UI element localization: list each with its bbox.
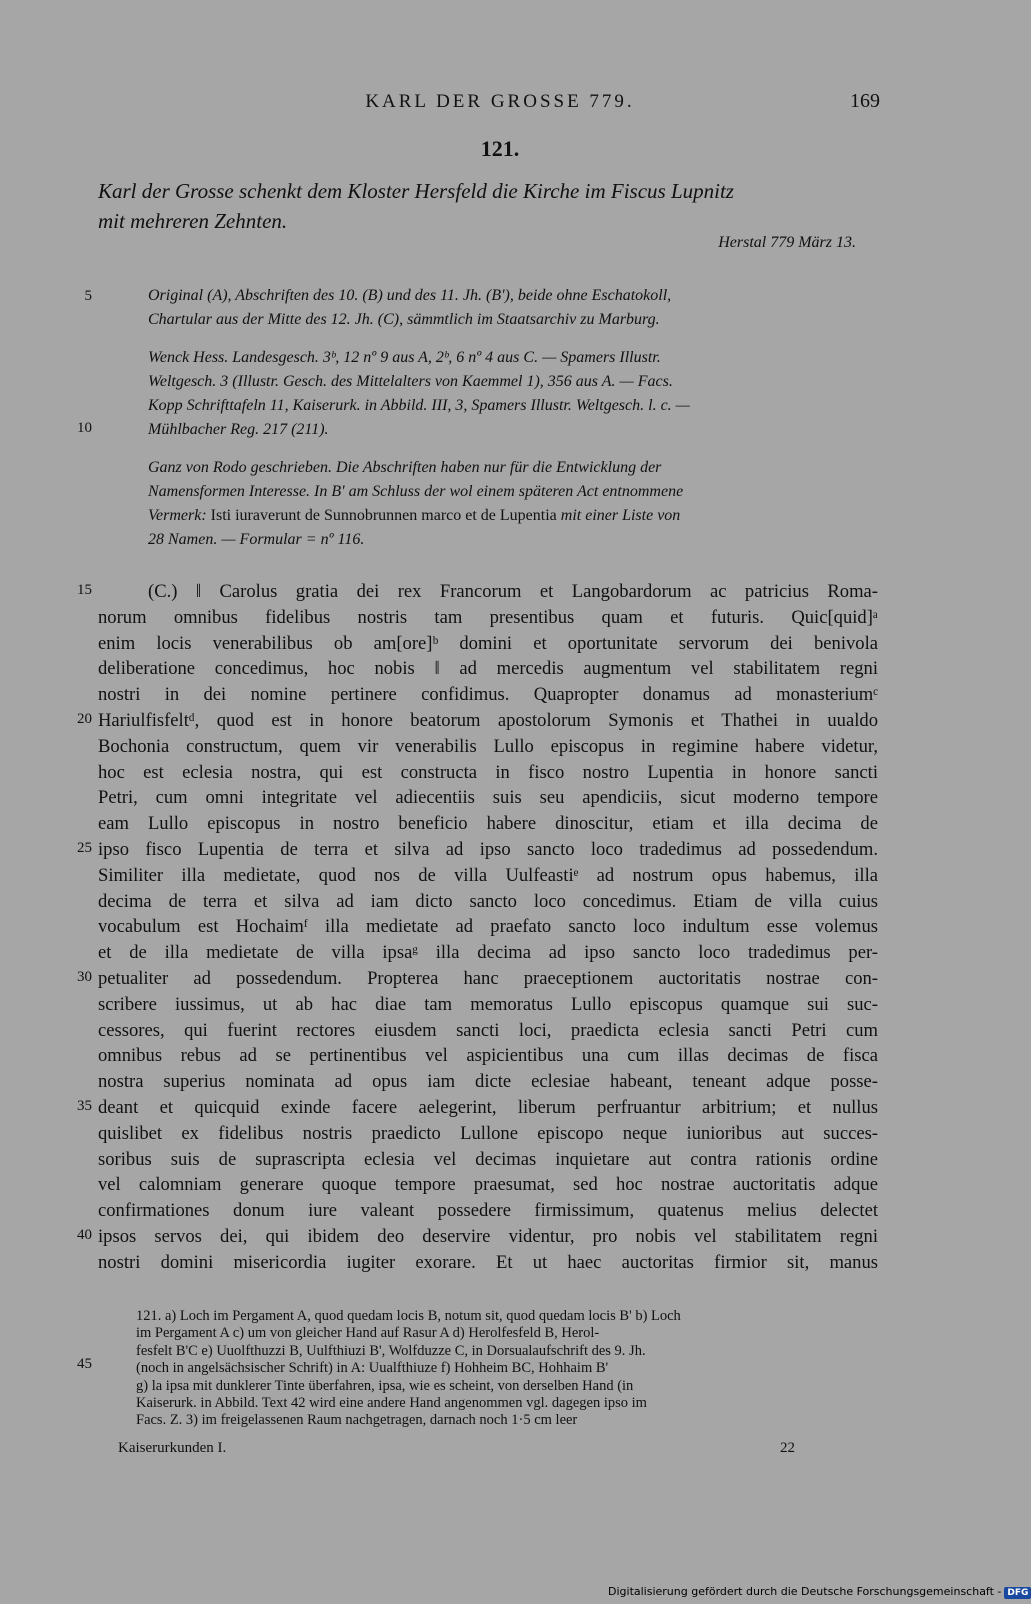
line-number: 10 bbox=[77, 420, 92, 436]
date-place: Herstal 779 März 13. bbox=[718, 234, 856, 251]
remarks-paragraph bbox=[148, 456, 878, 552]
charter-line: nostri in dei nomine pertinere confidimus. Quapropter donamus ad monasteriumᶜ bbox=[98, 684, 878, 706]
charter-line: quislibet ex fidelibus nostris praedicto Lullone episcopo neque iunioribus aut succes- bbox=[98, 1122, 878, 1144]
footnote-line: g) la ipsa mit dunklerer Tinte überfahren, ipsa, wie es scheint, von derselben Hand (in bbox=[136, 1377, 634, 1394]
charter-line: nostri domini misericordia iugiter exorare. Et ut haec auctoritas firmior sit, manus bbox=[98, 1251, 878, 1273]
footnote-line: fesfelt B'C e) Uuolfthuzzi B, Uulfthiuzi B', Wolfduzze C, in Dorsualaufschrift des 9. Jh. bbox=[136, 1342, 646, 1359]
charter-line: nostra superius nominata ad opus iam dicte eclesiae habeant, teneant adque posse- bbox=[98, 1071, 878, 1093]
running-header-title: KARL DER GROSSE 779. bbox=[365, 91, 635, 112]
document-number: 121. bbox=[480, 136, 520, 161]
charter-line: vel calomniam generare quoque tempore praesumat, sed hoc nostrae auctoritatis adque bbox=[98, 1174, 878, 1196]
charter-line: scribere iussimus, ut ab hac diae tam memoratus Lullo episcopus quamque sui suc- bbox=[98, 993, 878, 1015]
summary-line: Karl der Grosse schenkt dem Kloster Hersfeld die Kirche im Fiscus Lupnitz bbox=[98, 179, 734, 203]
footer-series: Kaiserurkunden I. bbox=[118, 1440, 227, 1456]
charter-line: Hariulfisfeltᵈ, quod est in honore beatorum apostolorum Symonis et Thathei in uualdo bbox=[98, 709, 878, 731]
footnote-line: 121. a) Loch im Pergament A, quod quedam locis B, notum sit, quod quedam locis B' b) Loch bbox=[136, 1308, 681, 1324]
charter-line: deliberatione concedimus, hoc nobis ‖ ad mercedis augmentum vel stabilitatem regni bbox=[98, 658, 878, 680]
footnote-line: Kaiserurk. in Abbild. Text 42 wird eine andere Hand angenommen vgl. dagegen ipso im bbox=[136, 1395, 647, 1412]
bibliography-line: Wenck Hess. Landesgesch. 3ᵇ, 12 nº 9 aus A, 2ᵇ, 6 nº 4 aus C. — Spamers Illustr. bbox=[148, 349, 661, 366]
charter-line: Similiter illa medietate, quod nos de villa Uulfeastiᵉ ad nostrum opus habemus, illa bbox=[98, 864, 878, 886]
page-number: 169 bbox=[850, 90, 880, 112]
remarks-line: Namensformen Interesse. In B' am Schluss der wol einem späteren Act entnommene bbox=[148, 483, 684, 500]
charter-line: decima de terra et silva ad iam dicto sancto loco concedimus. Etiam de villa cuius bbox=[98, 890, 878, 912]
charter-line: omnibus rebus ad se pertinentibus vel aspicientibus una cum illas decimas de fisca bbox=[98, 1045, 878, 1067]
charter-line: enim locis venerabilibus ob am[ore]ᵇ domini et oportunitate servorum dei benivola bbox=[98, 632, 878, 654]
bibliography-line: Weltgesch. 3 (Illustr. Gesch. des Mittelalters von Kaemmel 1), 356 aus A. — Facs. bbox=[148, 373, 673, 390]
line-number: 25 bbox=[77, 840, 92, 856]
charter-line: Bochonia constructum, quem vir venerabilis Lullo episcopus in regimine habere videtur, bbox=[98, 735, 878, 757]
charter-line: et de illa medietate de villa ipsaᵍ illa decima ad ipso sancto loco tradedimus per- bbox=[98, 942, 878, 964]
charter-line: ipso fisco Lupentia de terra et silva ad ipso sancto loco tradedimus ad possedendum. bbox=[98, 838, 878, 860]
line-number: 35 bbox=[77, 1098, 92, 1114]
bibliography-line: Kopp Schrifttafeln 11, Kaiserurk. in Abbild. III, 3, Spamers Illustr. Weltgesch. l. c. — bbox=[148, 397, 690, 414]
footer-signature: 22 bbox=[780, 1440, 795, 1456]
remarks-line: Ganz von Rodo geschrieben. Die Abschriften haben nur für die Entwicklung der bbox=[148, 459, 662, 476]
footnote-line: im Pergament A c) um von gleicher Hand auf Rasur A d) Herolfesfeld B, Herol- bbox=[136, 1325, 600, 1342]
remarks-line-end: mit einer Liste von bbox=[560, 507, 681, 524]
charter-line: soribus suis de suprascripta eclesia vel decimas inquietare aut contra rationis ordine bbox=[98, 1148, 878, 1170]
source-paragraph bbox=[148, 284, 878, 332]
charter-text bbox=[98, 579, 878, 1276]
remarks-label: Vermerk: bbox=[148, 507, 207, 524]
charter-line: hoc est eclesia nostra, qui est constructa in fisco nostro Lupentia in honore sancti bbox=[98, 761, 878, 783]
summary-line: mit mehreren Zehnten. bbox=[98, 209, 288, 233]
credit-text: Digitalisierung gefördert durch die Deutsche Forschungsgemeinschaft - bbox=[608, 1585, 1002, 1598]
footnote-line: Facs. Z. 3) im freigelassenen Raum nachgetragen, darnach noch 1·5 cm leer bbox=[136, 1412, 578, 1429]
footnote-line: (noch in angelsächsischer Schrift) in A: Uualfthiuze f) Hohheim BC, Hohhaim B' bbox=[136, 1360, 609, 1377]
remarks-quote: Isti iuraverunt de Sunnobrunnen marco et de Lupentia bbox=[210, 507, 557, 524]
source-line: Original (A), Abschriften des 10. (B) und des 11. Jh. (B'), beide ohne Eschatokoll, bbox=[148, 287, 672, 304]
charter-line: ipsos servos dei, qui ibidem deo deservire videntur, pro nobis vel stabilitatem regni bbox=[98, 1225, 878, 1247]
charter-line: vocabulum est Hochaimᶠ illa medietate ad praefato sancto loco indultum esse volemus bbox=[98, 916, 878, 938]
charter-line: petualiter ad possedendum. Propterea hanc praeceptionem auctoritatis nostrae con- bbox=[98, 967, 878, 989]
remarks-line: 28 Namen. — Formular = nº 116. bbox=[148, 531, 365, 548]
line-number: 40 bbox=[77, 1227, 92, 1243]
charter-line: Petri, cum omni integritate vel adiecentiis suis seu apendiciis, sicut moderno tempore bbox=[98, 787, 878, 809]
bibliography-line: Mühlbacher Reg. 217 (211). bbox=[148, 421, 329, 438]
line-number: 20 bbox=[77, 711, 92, 727]
charter-line: eam Lullo episcopus in nostro beneficio habere dinoscitur, etiam et illa decima de bbox=[98, 813, 878, 835]
line-number: 5 bbox=[84, 288, 92, 304]
line-number: 45 bbox=[77, 1356, 92, 1372]
charter-line: confirmationes donum iure valeant possedere firmissimum, quatenus melius delectet bbox=[98, 1200, 878, 1222]
line-number: 15 bbox=[77, 582, 92, 598]
digitization-credit bbox=[608, 1585, 1031, 1599]
summary bbox=[98, 176, 878, 236]
charter-line: (C.) ‖ Carolus gratia dei rex Francorum et Langobardorum ac patricius Roma- bbox=[148, 581, 878, 602]
source-line: Chartular aus der Mitte des 12. Jh. (C), sämmtlich im Staatsarchiv zu Marburg. bbox=[148, 311, 660, 328]
charter-line: norum omnibus fidelibus nostris tam presentibus quam et futuris. Quic[quid]ᵃ bbox=[98, 606, 878, 628]
footnotes bbox=[136, 1308, 878, 1430]
bibliography-paragraph bbox=[148, 346, 878, 442]
dfg-logo: DFG bbox=[1004, 1587, 1031, 1599]
line-number: 30 bbox=[77, 969, 92, 985]
charter-line: cessores, qui fuerint rectores eiusdem sancti loci, praedicta eclesia sancti Petri cum bbox=[98, 1019, 878, 1041]
charter-line: deant et quicquid exinde facere aelegerint, liberum perfruantur arbitrium; et nullus bbox=[98, 1096, 878, 1118]
